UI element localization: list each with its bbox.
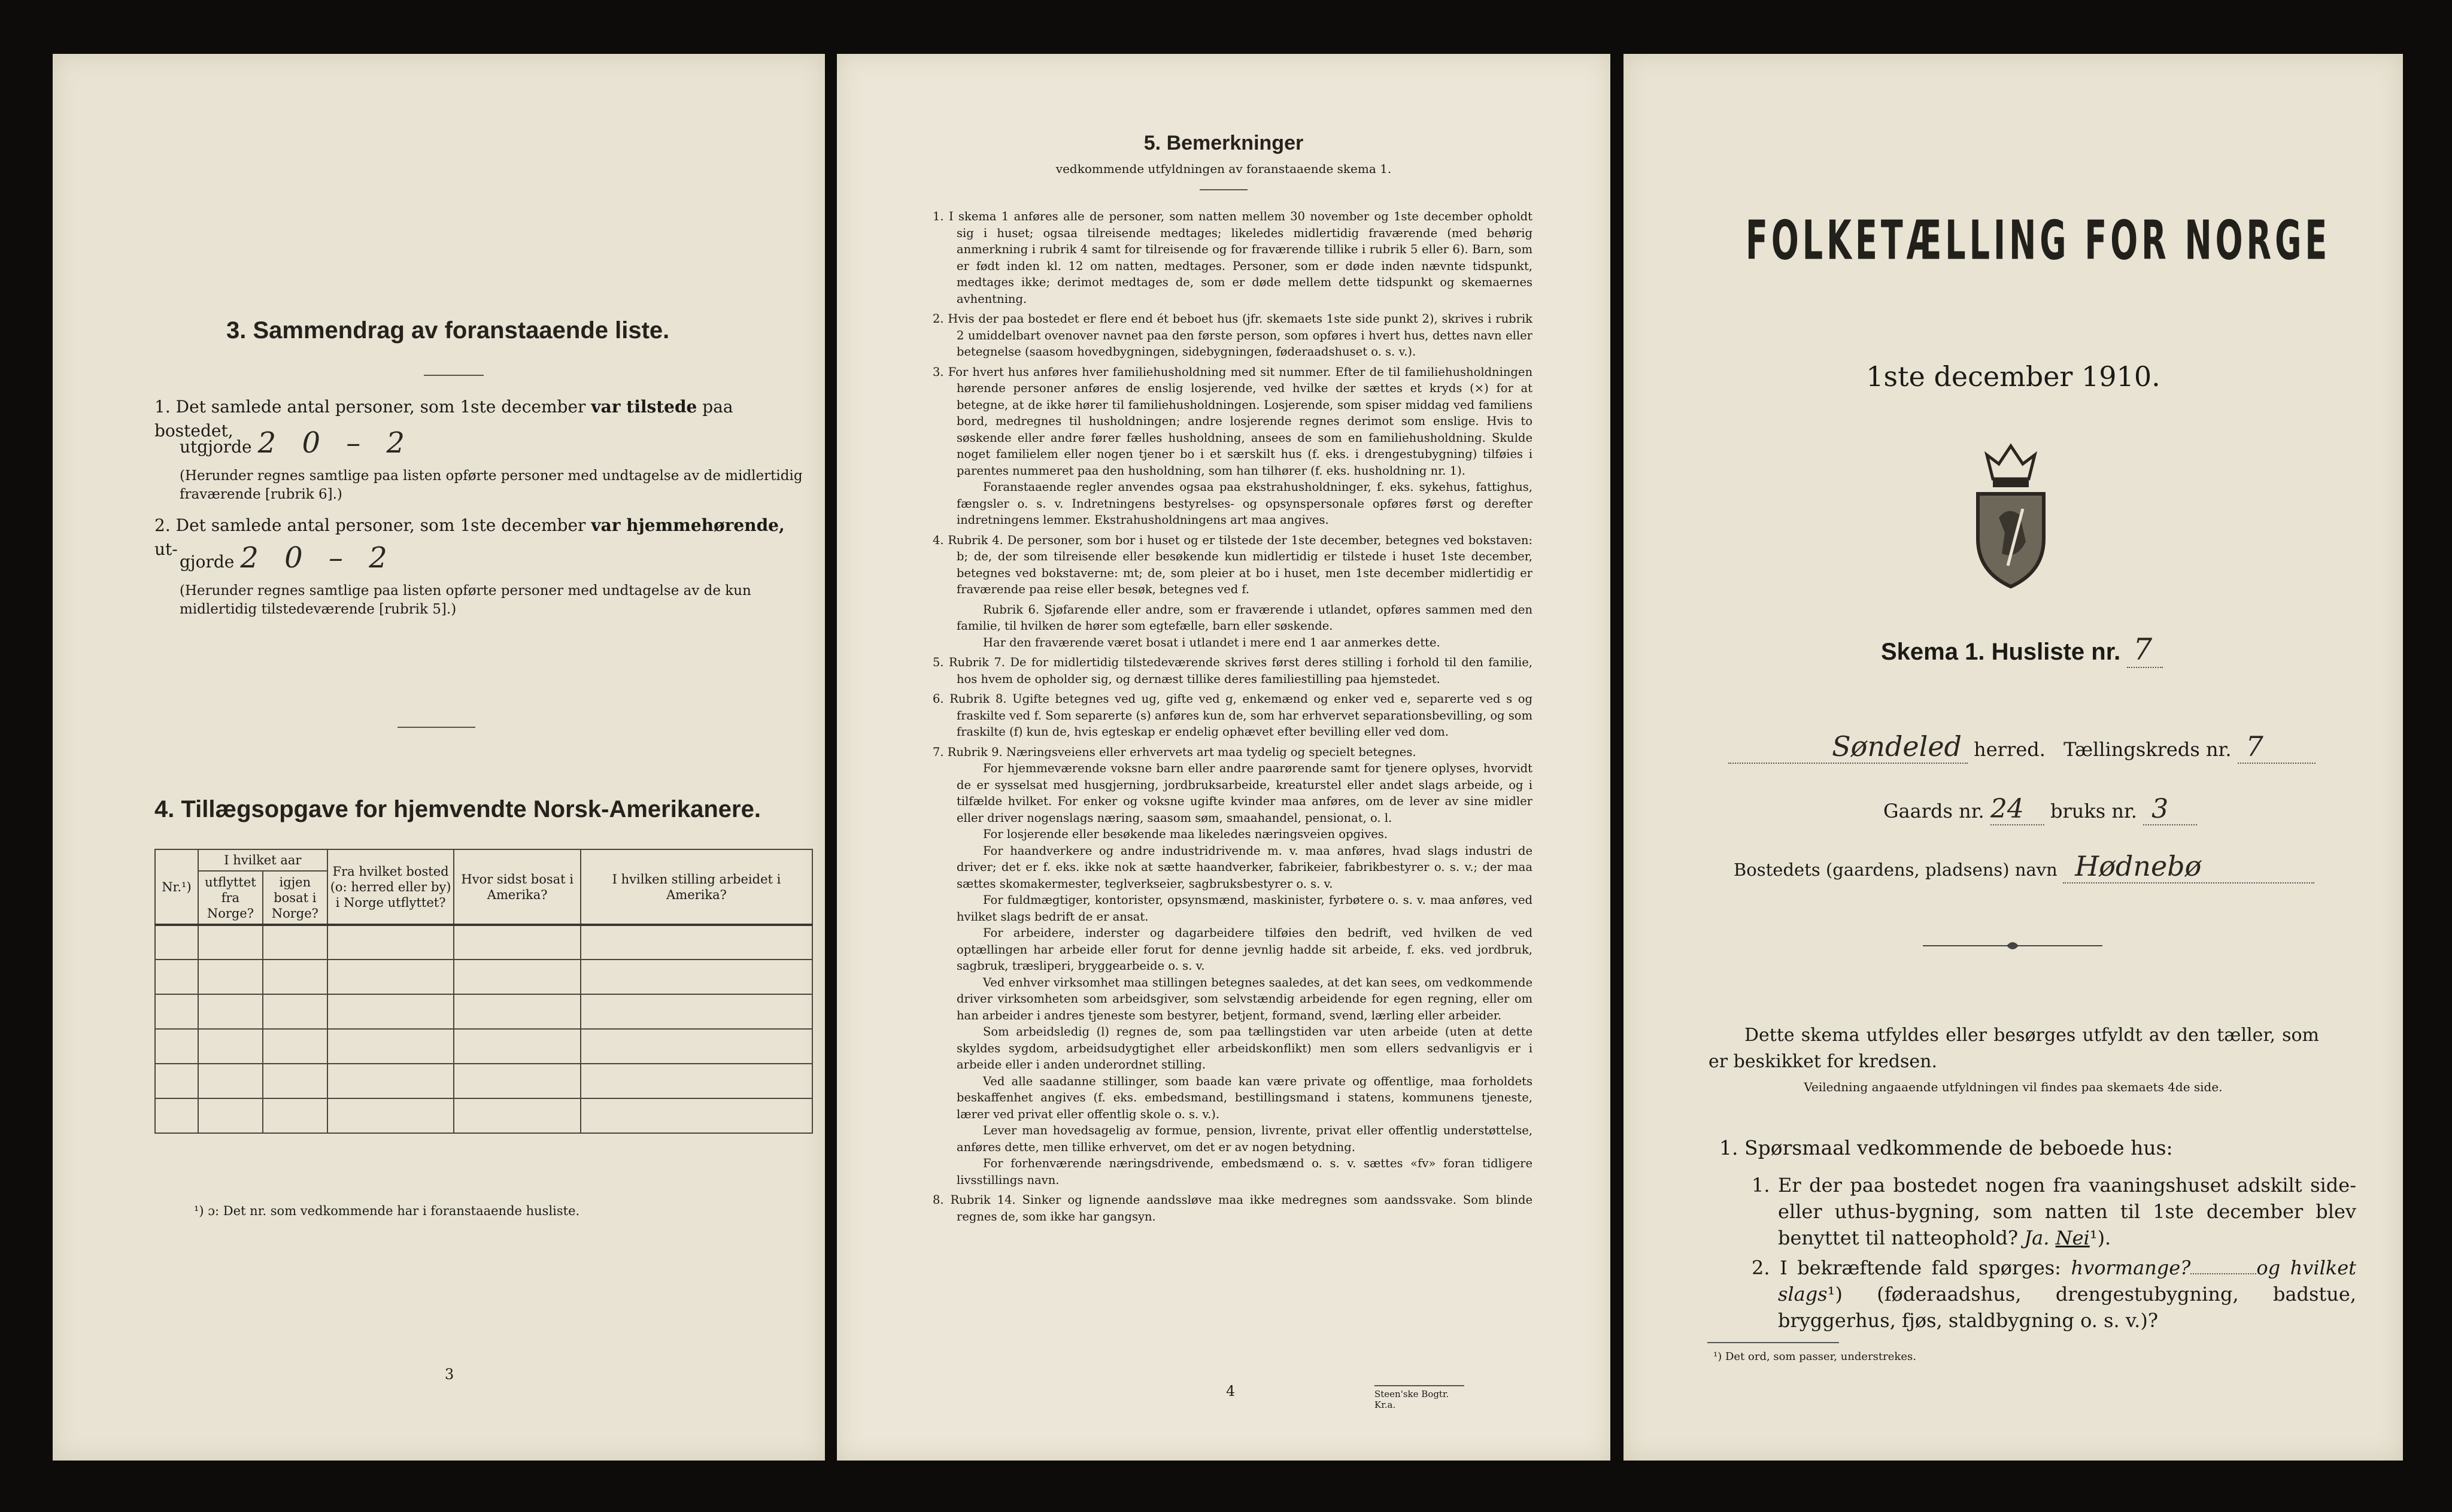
section3-item2: 2. Det samlede antal personer, som 1ste december var hjemmehørende, ut- [154, 515, 785, 559]
col-sidst-bosat: Hvor sidst bosat i Amerika? [454, 849, 581, 925]
page-cover [1623, 54, 2403, 1461]
remark-4b: Rubrik 6. Sjøfarende eller andre, som er fraværende i utlandet, opføres sammen med den familie, til hvilken de hører som egtefælle, barn eller søskende. [957, 602, 1532, 633]
kreds-field[interactable]: 7 [2238, 730, 2316, 764]
gaards-field[interactable]: 24 [1990, 794, 2044, 825]
remark-7j: Lever man hovedsagelig av formue, pension, livrente, privat eller offentlig understøttelse, anføres dette, men tillike erhvervet, om det er av nogen betydning. [957, 1124, 1532, 1154]
remark-7h: Som arbeidsledig (l) regnes de, som paa tællingstiden var uten arbeide (uten at dette skyldes sygdom, arbeidsudygtighet eller arbeidskonflikt) men som ellers sedvanligvis er i arbeide eller i anden underordnet stilling. [957, 1025, 1532, 1071]
remark-2: 2. Hvis der paa bostedet er flere end ét beboet hus (jfr. skemaets 1ste side punkt 2), skrives i rubrik 2 umiddelbart ovenover navnet paa den første person, som opføres i hvert hus, dettes navn eller betegnelse (saasom hovedbygningen, sidebygningen, føderaadshuset o. s. v.). [933, 312, 1532, 359]
page-summary: 3. Sammendrag av foranstaaende liste. 1. Det samlede antal personer, som 1ste december var tilstede paa bostedet, utgjorde 2 0 – 2 (Herunder regnes samtlige paa listen opførte personer med undtagelse av de midlertidig fraværende [rubrik 6].) 2. Det samlede antal personer, som 1ste december var hjemmehørende, ut- gjorde 2 0 – 2 (Herunder regnes samtlige paa listen opførte personer med undtagelse av de kun midlertidig tilstedeværende [rubrik 5].) 4. Tillægsopgave for hjemvendte Norsk-Amerikanere. Nr.¹) I hvilket aar Fra hvilket bosted (o: herred eller by) i Norge utflyttet? Hvor sidst bosat i Amerika? I hvilken stilling arbeidet i Amerika? utflyttet fra Norge? igjen bosat i Norge? ¹) ɔ: Det nr. som vedkommende har i foranstaaende husliste. 3 [53, 54, 825, 1461]
section3-title: 3. Sammendrag av foranstaaende liste. [226, 317, 670, 344]
remark-7k: For forhenværende næringsdrivende, embedsmænd o. s. v. sættes «fv» foran tidligere livsstillings navn. [957, 1156, 1532, 1187]
intro-note: Veiledning angaaende utfyldningen vil findes paa skemaets 4de side. [1804, 1080, 2223, 1094]
section3-item1: 1. Det samlede antal personer, som 1ste december var tilstede paa bostedet, [154, 397, 733, 441]
divider [424, 375, 484, 376]
table-row[interactable] [155, 1029, 812, 1064]
section3-item2-note: (Herunder regnes samtlige paa listen opførte personer med undtagelse av de kun midlertidig tilstedeværende [rubrik 5].) [180, 583, 751, 617]
remark-7d: For haandverkere og andre industridrivende m. v. maa anføres, hvad slags industri de driver; det er f. eks. ikke nok at sætte haandverker, fabrikeier, fabrikbestyrer o. s. v.; der maa sættes skomakermester, teglverkseier, sagbruksbestyrer o. s. v. [957, 843, 1532, 891]
herred-field[interactable]: Søndeled [1728, 730, 1968, 764]
remark-7i: Ved alle saadanne stillinger, som baade kan være private og offentlige, maa forholdets beskaffenhet angives (f. eks. embedsmand, bestillingsmand i statens, kommunens tjeneste, lærer ved privat eller offentlig skole o. s. v.). [957, 1074, 1532, 1121]
remark-3: 3. For hvert hus anføres hver familiehusholdning med sit nummer. Efter de til familiehusholdningen hørende personer anføres de enslig losjerende, ved hvilke der sættes et kryds (×) for at betegne, at de ikke hører til familiehusholdningen. Losjerende, som spiser middag ved familiens bord, medregnes til husholdningen; andre losjerende regnes derimot som enslige. Hvis to søskende eller andre fører fælles husholdning, ansees de som en familiehusholdning. Skulde noget familielem eller nogen tjener bo i et særskilt hus (f. eks. i drengestubygning) tilføies i parentes nummeret paa den husholdning, som han tilhører (f. eks. husholdning nr. 1). [933, 365, 1532, 478]
remark-7f: For arbeidere, inderster og dagarbeidere tilføies den bedrift, ved hvilken de ved optællingen har arbeide eller forut for denne jevnlig hadde sit arbeide, f. eks. ved jordbruk, sagbruk, træsliperi, bryggearbeide o. s. v. [957, 926, 1532, 973]
question-2: 2. I bekræftende fald spørges: hvormange? og hvilket slags¹) (føderaadshus, drengestubygning, badstue, bryggerhus, fjøs, staldbygning o. s. v.)? [1752, 1256, 2357, 1332]
col-stilling: I hvilken stilling arbeidet i Amerika? [581, 849, 812, 925]
col-utflyttet: utflyttet fra Norge? [198, 871, 263, 925]
remark-7c: For losjerende eller besøkende maa likeledes næringsveien opgives. [983, 827, 1388, 841]
table-row[interactable] [155, 1098, 812, 1133]
herred-line: Søndeled herred. Tællingskreds nr. 7 [1728, 730, 2399, 764]
bosted-line: Bostedets (gaardens, pladsens) navn Hødnebø [1734, 850, 2314, 883]
divider [1200, 189, 1248, 190]
ornament-divider-icon [1923, 939, 2102, 953]
resident-count-handwritten: 2 0 – 2 [240, 541, 396, 575]
section4-footnote: ¹) ɔ: Det nr. som vedkommende har i foranstaaende husliste. [194, 1204, 580, 1218]
printer-mark: Steen'ske Bogtr. Kr.a. [1374, 1385, 1464, 1410]
remark-1: 1. I skema 1 anføres alle de personer, som natten mellem 30 november og 1ste december opholdt sig i huset; ogsaa tilreisende medtages; likeledes midlertidig fraværende (med behørig anmerkning i rubrik 4 samt for tilreisende og for fraværende tillike i rubrik 5 eller 6). Barn, som er født inden kl. 12 om natten, medtages. Personer, som er døde inden nævnte tidspunkt, medtages ikke; derimot medtages de, som er døde mellem dette tidspunkt og skemaernes avhentning. [933, 210, 1532, 306]
remarks-list [933, 208, 1532, 1225]
remarks-title: 5. Bemerkninger [1143, 132, 1304, 154]
remark-5: 5. Rubrik 7. De for midlertidig tilstedeværende skrives først deres stilling i forhold til den familie, hos hvem de opholder sig, og dernæst tillike deres familiestilling paa hjemstedet. [933, 655, 1532, 686]
remark-3b: Foranstaaende regler anvendes ogsaa paa ekstrahusholdninger, f. eks. sykehus, fattighus, fængsler o. s. v. Indretningens bestyrelses- og opsynspersonale opføres først og derefter indretningens lemmer. Ekstrahusholdningens art maa angives. [957, 480, 1532, 527]
cover-footnote: ¹) Det ord, som passer, understrekes. [1713, 1350, 1916, 1363]
present-count-handwritten: 2 0 – 2 [257, 426, 414, 460]
remark-4c: Har den fraværende været bosat i utlandet i mere end 1 aar anmerkes dette. [983, 635, 1440, 649]
bosted-field[interactable]: Hødnebø [2063, 850, 2314, 883]
page-number: 3 [445, 1366, 454, 1383]
answer-nei[interactable]: Nei [2055, 1226, 2090, 1249]
divider [397, 727, 475, 728]
bruks-field[interactable]: 3 [2143, 794, 2197, 825]
page-remarks [837, 54, 1610, 1461]
col-group-year: I hvilket aar [198, 849, 327, 871]
divider [1707, 1342, 1839, 1343]
table-row[interactable] [155, 960, 812, 994]
hvormange-field[interactable] [2190, 1273, 2256, 1274]
col-nr: Nr.¹) [155, 849, 198, 925]
question-heading: 1. Spørsmaal vedkommende de beboede hus: [1719, 1136, 2173, 1159]
page-number: 4 [1226, 1383, 1236, 1399]
remark-4: 4. Rubrik 4. De personer, som bor i huset og er tilstede der 1ste december, betegnes ved bokstaven: b; de, der som tilreisende eller besøkende kun midlertidig er tilstede i huset 1ste december, betegnes ved bokstaverne: mt; de, som pleier at bo i huset, men 1ste december midlertidig er fraværende paa reise eller besøk, betegnes ved f. [933, 533, 1532, 596]
census-date: 1ste december 1910. [1866, 360, 2160, 393]
section4-title: 4. Tillægsopgave for hjemvendte Norsk-Amerikanere. [154, 796, 761, 822]
remark-7: 7. Rubrik 9. Næringsveiens eller erhvervets art maa tydelig og specielt betegnes. [933, 745, 1416, 759]
remarks-subtitle: vedkommende utfyldningen av foranstaaende skema 1. [1055, 162, 1392, 176]
table-row[interactable] [155, 994, 812, 1029]
intro-text: Dette skema utfyldes eller besørges utfyldt av den tæller, som er beskikket for kredsen. [1708, 1025, 2319, 1072]
table-row[interactable] [155, 1064, 812, 1098]
question-1: 1. Er der paa bostedet nogen fra vaaningshuset adskilt side- eller uthus-bygning, som natten til 1ste december blev benyttet til natteophold? Ja. Nei¹). [1752, 1174, 2356, 1249]
col-igjen-bosat: igjen bosat i Norge? [263, 871, 327, 925]
norsk-amerikanere-table [154, 849, 813, 1134]
coat-of-arms-icon [1966, 437, 2056, 593]
col-fra-bosted: Fra hvilket bosted (o: herred eller by) i Norge utflyttet? [327, 849, 454, 925]
gaards-line: Gaards nr. 24 bruks nr. 3 [1883, 794, 2197, 825]
form-title: FOLKETÆLLING FOR NORGE [1746, 210, 2331, 272]
table-row[interactable] [155, 925, 812, 960]
remark-7b: For hjemmeværende voksne barn eller andre paarørende samt for tjenere oplyses, hvorvidt de er sysselsat med husgjerning, jordbruksarbeide, kreaturstel eller andet slags arbeide, og i tilfælde hvilket. For enker og voksne ugifte kvinder maa anføres, om de lever av sine midler eller driver nogenslags næring, saasom søm, smaahandel, pensionat, o. l. [957, 761, 1532, 825]
skema-line: Skema 1. Husliste nr. 7 [1881, 632, 2163, 668]
section3-item1-note: (Herunder regnes samtlige paa listen opførte personer med undtagelse av de midlertidig fraværende [rubrik 6].) [180, 468, 803, 502]
remark-6: 6. Rubrik 8. Ugifte betegnes ved ug, gifte ved g, enkemænd og enker ved e, separerte ved s og fraskilte ved f. Som separerte (s) anføres kun de, som har erhvervet separationsbevilling, og som fraskilte (f) kun de, hvis egteskap er endelig ophævet efter bevilling eller ved dom. [933, 692, 1532, 739]
remark-7e: For fuldmægtiger, kontorister, opsynsmænd, maskinister, fyrbøtere o. s. v. maa anføres, ved hvilket slags bedrift de er ansat. [957, 893, 1532, 924]
husliste-nr-field[interactable]: 7 [2127, 632, 2163, 668]
remark-8: 8. Rubrik 14. Sinker og lignende aandssløve maa ikke medregnes som aandssvake. Som blinde regnes de, som ikke har gangsyn. [933, 1193, 1532, 1223]
remark-7g: Ved enhver virksomhet maa stillingen betegnes saaledes, at det kan sees, om vedkommende driver virksomheten som arbeidsgiver, som selvstændig arbeidende for egen regning, eller om han arbeider i andres tjeneste som bestyrer, betjent, formand, svend, lærling eller arbeider. [957, 975, 1532, 1022]
